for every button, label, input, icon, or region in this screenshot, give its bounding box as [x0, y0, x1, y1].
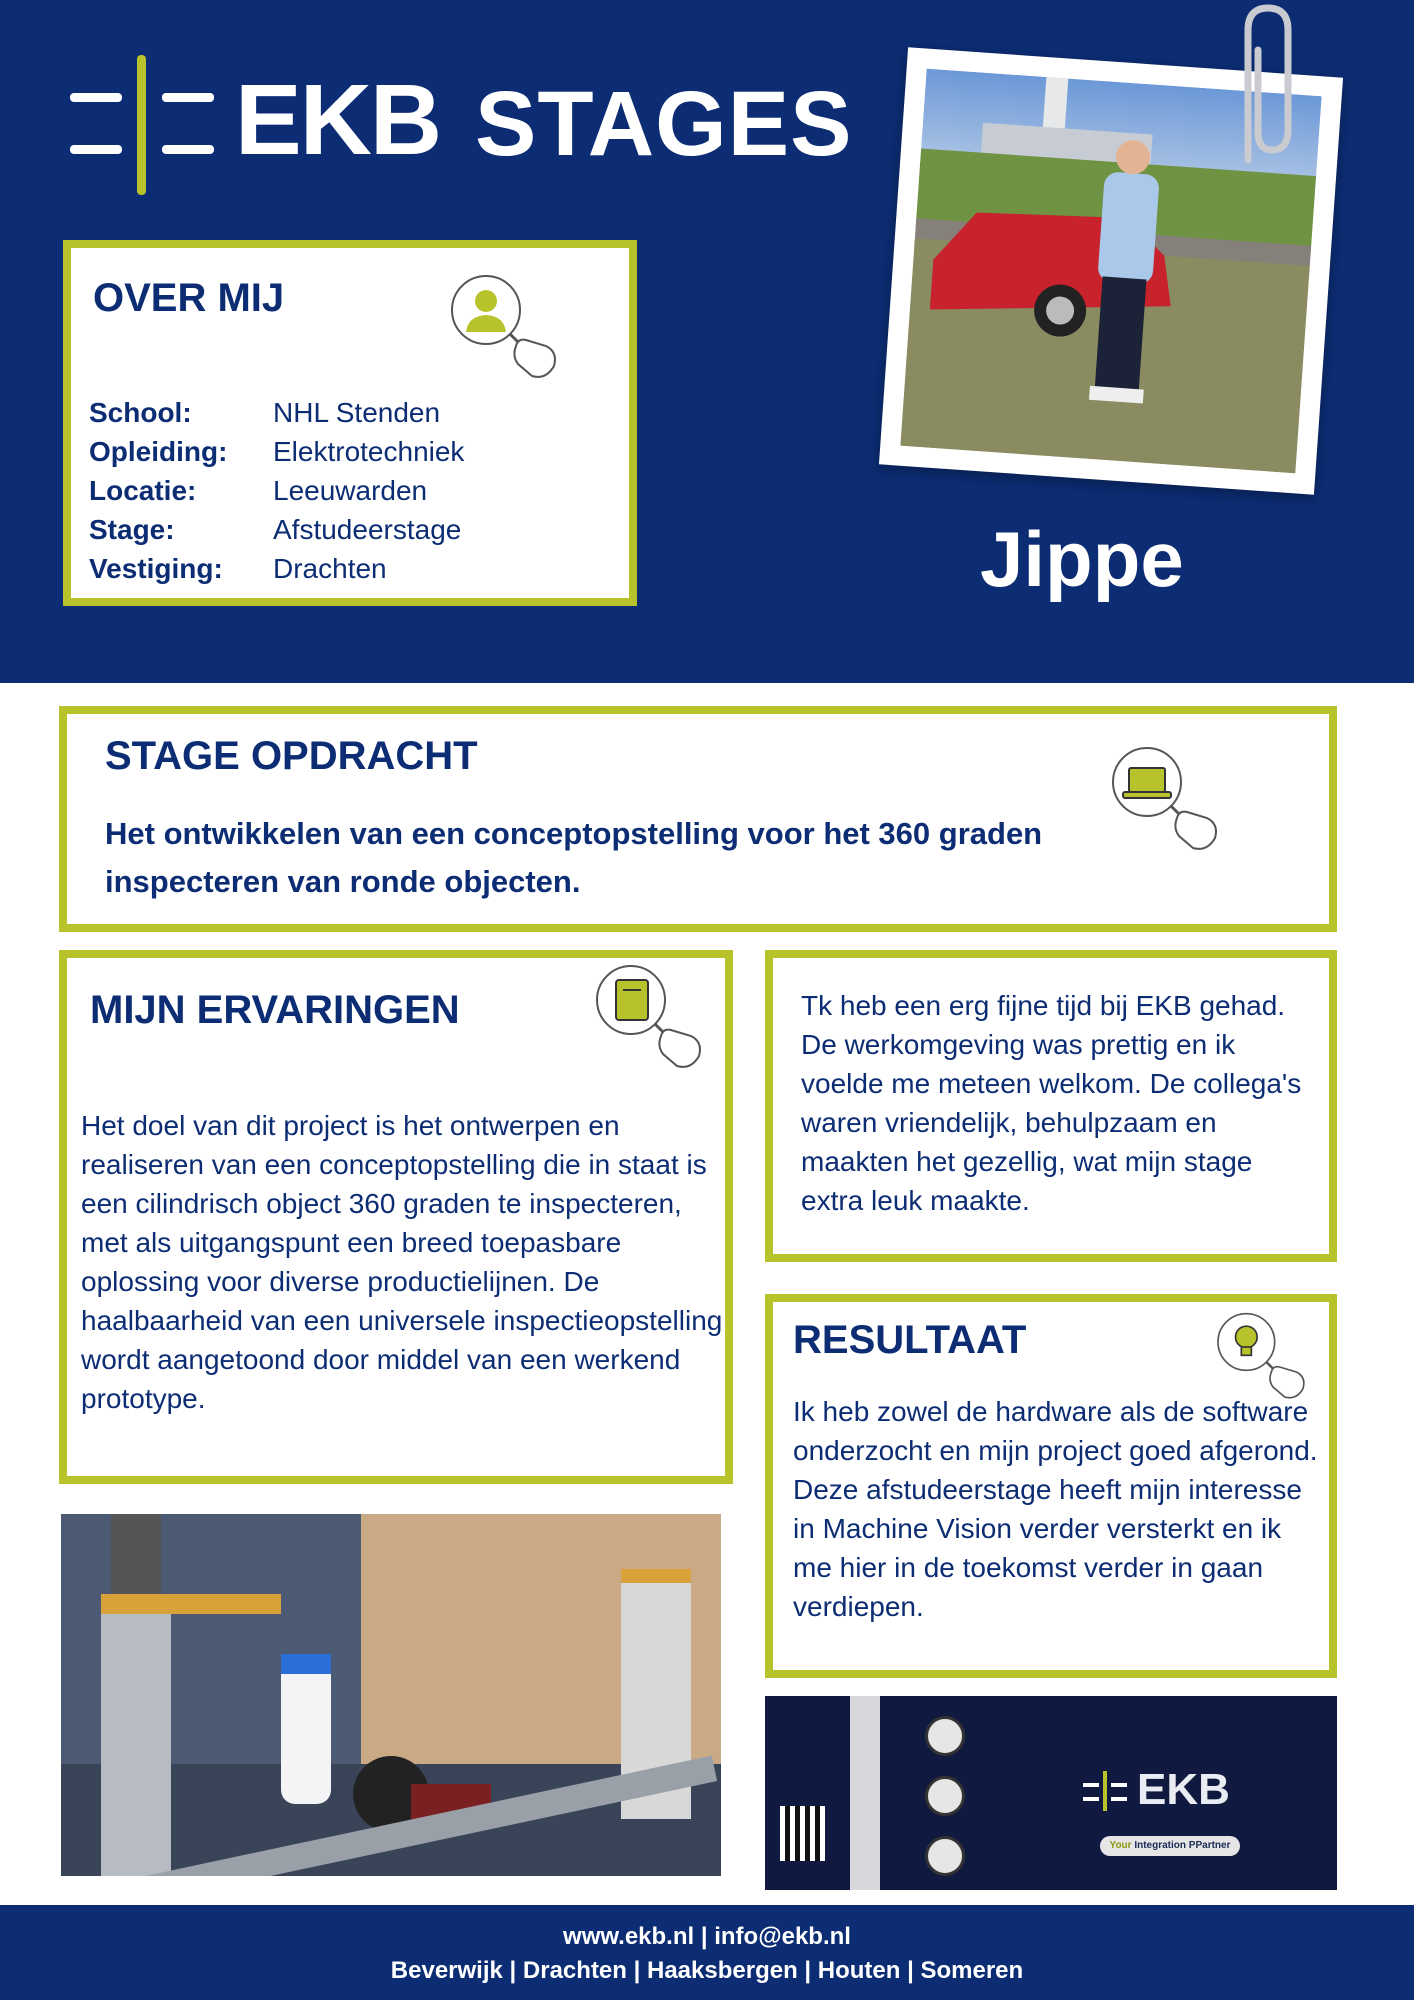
brand-name: EKB [235, 64, 441, 176]
over-mij-details [89, 393, 464, 588]
qr-code-icon [780, 1806, 825, 1861]
detail-row-stage: Stage: Afstudeerstage [89, 514, 462, 545]
panel-tagline: Integration PPartner [1134, 1840, 1231, 1851]
ervaringen-heading: MIJN ERVARINGEN [90, 988, 460, 1032]
stage-opdracht-text: Het ontwikkelen van een conceptopstelling voor het 360 graden inspecteren van ronde objecten. [105, 816, 1043, 899]
book-magnifier-icon [591, 958, 711, 1078]
ervaringen-quote-card [765, 950, 1337, 1262]
page-title: STAGES [475, 73, 853, 175]
ekb-panel-photo [765, 1696, 1337, 1890]
eye-icon [925, 1716, 965, 1756]
resultaat-card [765, 1294, 1337, 1678]
inspection-setup-photo [61, 1514, 721, 1876]
footer-locations: Beverwijk | Drachten | Haaksbergen | Houten | Someren [390, 1957, 1024, 1984]
gauge-icon [925, 1836, 965, 1876]
footer-contact[interactable]: www.ekb.nl | info@ekb.nl [563, 1923, 851, 1950]
detail-row-opleiding: Opleiding: Elektrotechniek [89, 436, 465, 467]
panel-brand: EKB [1137, 1765, 1230, 1814]
resultaat-heading: RESULTAAT [793, 1318, 1027, 1362]
student-name: Jippe [980, 515, 1184, 603]
detail-row-school: School: NHL Stenden [89, 397, 441, 428]
ervaringen-quote-text: Tk heb een erg fijne tijd bij EKB gehad. De werkomgeving was prettig en ik voelde me meteen welkom. De collega's waren vriendelijk, behulpzaam en maakten het gezellig, wat mijn stage extra leuk maakte. [801, 990, 1302, 1216]
over-mij-heading: OVER MIJ [93, 276, 285, 320]
tool-icon [925, 1776, 965, 1816]
stage-opdracht-card [59, 706, 1337, 932]
paperclip-icon [1220, 0, 1310, 170]
resultaat-text: Ik heb zowel de hardware als de software onderzocht en mijn project goed afgerond. Deze afstudeerstage heeft mijn interesse in Machine Vision verder versterkt en ik me hier in de toekomst verder in gaan verdiepen. [793, 1396, 1318, 1622]
panel-tagline-accent: Your [1109, 1840, 1132, 1851]
detail-row-locatie: Locatie: Leeuwarden [89, 475, 428, 506]
laptop-magnifier-icon [1107, 740, 1227, 860]
person-magnifier-icon [446, 268, 566, 388]
ervaringen-text: Het doel van dit project is het ontwerpen en realiseren van een conceptopstelling die in staat is een cilindrisch object 360 graden te inspecteren, met als uitgangspunt een breed toepasbare oplossing voor diverse productielijnen. De haalbaarheid van een universele inspectieopstelling wordt aangetoond door middel van een werkend prototype. [81, 1110, 723, 1414]
over-mij-card [63, 240, 637, 606]
stage-opdracht-heading: STAGE OPDRACHT [105, 734, 478, 778]
detail-row-vestiging: Vestiging: Drachten [89, 553, 387, 584]
ervaringen-card [59, 950, 733, 1484]
panel-ekb-logo-mark [1083, 1771, 1133, 1811]
footer [0, 1905, 1414, 2000]
ekb-logo-mark [70, 55, 220, 195]
panel-tagline-pill [1100, 1836, 1240, 1856]
